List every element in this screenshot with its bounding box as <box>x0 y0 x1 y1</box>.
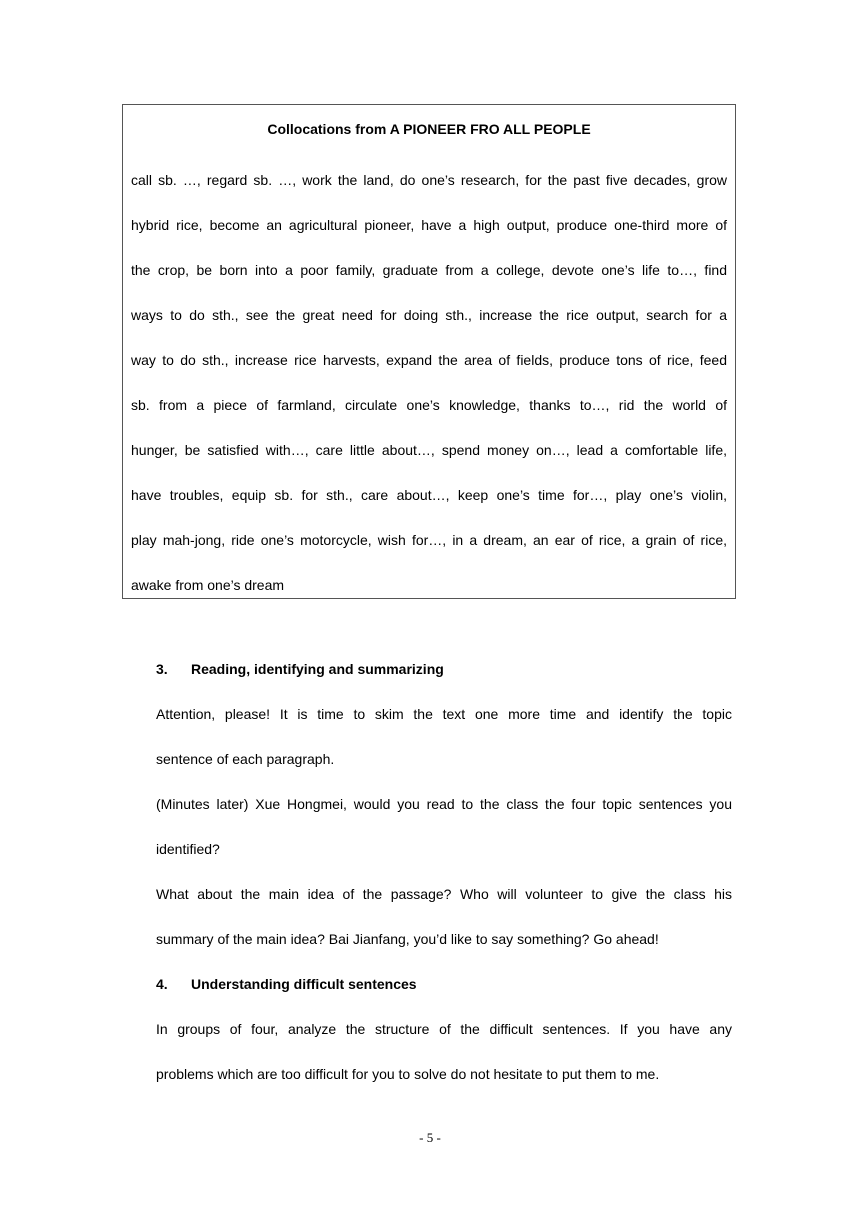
section-4-title: Understanding difficult sentences <box>191 976 417 992</box>
section-3-line: summary of the main idea? Bai Jianfang, you’d like to say something? Go ahead! <box>156 931 659 947</box>
section-3-line: (Minutes later) Xue Hongmei, would you read to the class the four topic sentences you <box>156 796 732 812</box>
section-3-line: Attention, please! It is time to skim the text one more time and identify the topic <box>156 706 732 722</box>
section-3-title: Reading, identifying and summarizing <box>191 661 444 677</box>
collocations-text <box>131 158 727 608</box>
collocations-line: play mah-jong, ride one’s motorcycle, wish for…, in a dream, an ear of rice, a grain of rice, <box>131 532 727 548</box>
collocations-line: way to do sth., increase rice harvests, expand the area of fields, produce tons of rice, feed <box>131 352 727 368</box>
section-4-line: In groups of four, analyze the structure of the difficult sentences. If you have any <box>156 1021 732 1037</box>
section-3-line: identified? <box>156 841 220 857</box>
collocations-line: ways to do sth., see the great need for doing sth., increase the rice output, search for a <box>131 307 727 323</box>
collocations-line: call sb. …, regard sb. …, work the land, do one’s research, for the past five decades, grow <box>131 172 727 188</box>
collocations-line: have troubles, equip sb. for sth., care about…, keep one’s time for…, play one’s violin, <box>131 487 727 503</box>
collocations-line: sb. from a piece of farmland, circulate one’s knowledge, thanks to…, rid the world of <box>131 397 727 413</box>
section-3-number: 3. <box>156 661 168 677</box>
collocations-line: the crop, be born into a poor family, graduate from a college, devote one’s life to…, find <box>131 262 727 278</box>
section-4-number: 4. <box>156 976 168 992</box>
collocations-line: hunger, be satisfied with…, care little about…, spend money on…, lead a comfortable life, <box>131 442 727 458</box>
collocations-box <box>122 104 736 599</box>
section-3-line: What about the main idea of the passage? Who will volunteer to give the class his <box>156 886 732 902</box>
section-3-line: sentence of each paragraph. <box>156 751 335 767</box>
page-number: - 5 - <box>419 1130 441 1145</box>
collocations-line: hybrid rice, become an agricultural pioneer, have a high output, produce one-third more of <box>131 217 727 233</box>
collocations-title: Collocations from A PIONEER FRO ALL PEOPLE <box>267 121 591 137</box>
collocations-line: awake from one’s dream <box>131 577 285 593</box>
section-4-line: problems which are too difficult for you to solve do not hesitate to put them to me. <box>156 1066 660 1082</box>
section-3-heading <box>156 661 444 678</box>
section-4-heading <box>156 976 417 993</box>
